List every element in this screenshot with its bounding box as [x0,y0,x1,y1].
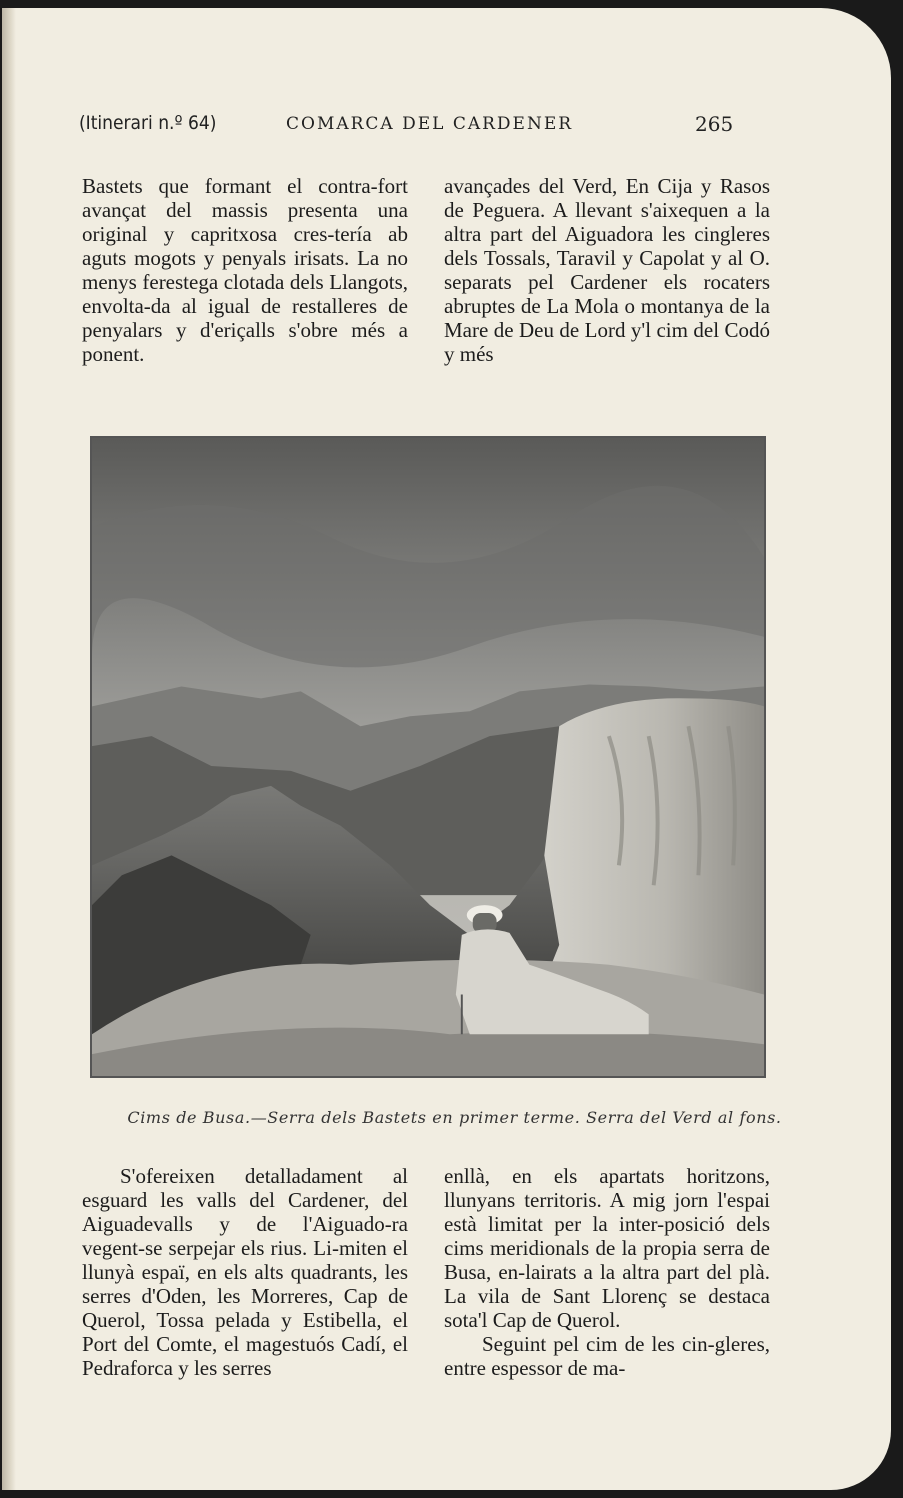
text-column-bottom-right [444,1164,770,1380]
landscape-photo [92,438,764,1076]
paragraph: enllà, en els apartats horitzons, llunyans territoris. A mig jorn l'espai està limitat per la inter-posició dels cims meridionals de la propia serra de Busa, en-lairats a la altra part del plà. La vila de Sant Llorenç se destaca sota'l Cap de Querol. [444,1164,770,1332]
text-column-top-left [82,174,408,366]
text-column-top-right [444,174,770,366]
book-page [2,8,891,1490]
paragraph: Seguint pel cim de les cin-gleres, entre espessor de ma- [444,1332,770,1380]
paragraph: avançades del Verd, En Cija y Rasos de Peguera. A llevant s'aixequen a la altra part del Aiguadora les cingleres dels Tossals, Taravil y Capolat y al O. separats pel Cardener els rocaters abruptes de La Mola o montanya de la Mare de Deu de Lord y'l cim del Codó y més [444,174,770,366]
paragraph: Bastets que formant el contra-fort avançat del massis presenta una original y capritxosa cres-tería ab aguts mogots y penyals irisats. La no menys ferestega clotada dels Llangots, envolta-da al igual de restalleres de penyalars y d'eriçalls s'obre més a ponent. [82,174,408,366]
page-number: 265 [695,112,734,136]
text-column-bottom-left [82,1164,408,1380]
itinerary-reference: (Itinerari n.º 64) [79,112,217,134]
photo-caption: Cims de Busa.—Serra dels Bastets en primer terme. Serra del Verd al fons. [127,1108,782,1127]
running-title: COMARCA DEL CARDENER [286,114,574,134]
running-header [2,108,891,142]
page-gutter [2,8,16,1490]
paragraph: S'ofereixen detalladament al esguard les valls del Cardener, del Aiguadevalls y de l'Aiguado-ra vegent-se serpejar els rius. Li-miten el llunyà espaï, en els alts quadrants, les serres d'Oden, les Morreres, Cap de Querol, Tossa pelada y Estibella, el Port del Comte, el magestuós Cadí, el Pedraforca y les serres [82,1164,408,1380]
photograph-cims-de-busa [90,436,766,1078]
